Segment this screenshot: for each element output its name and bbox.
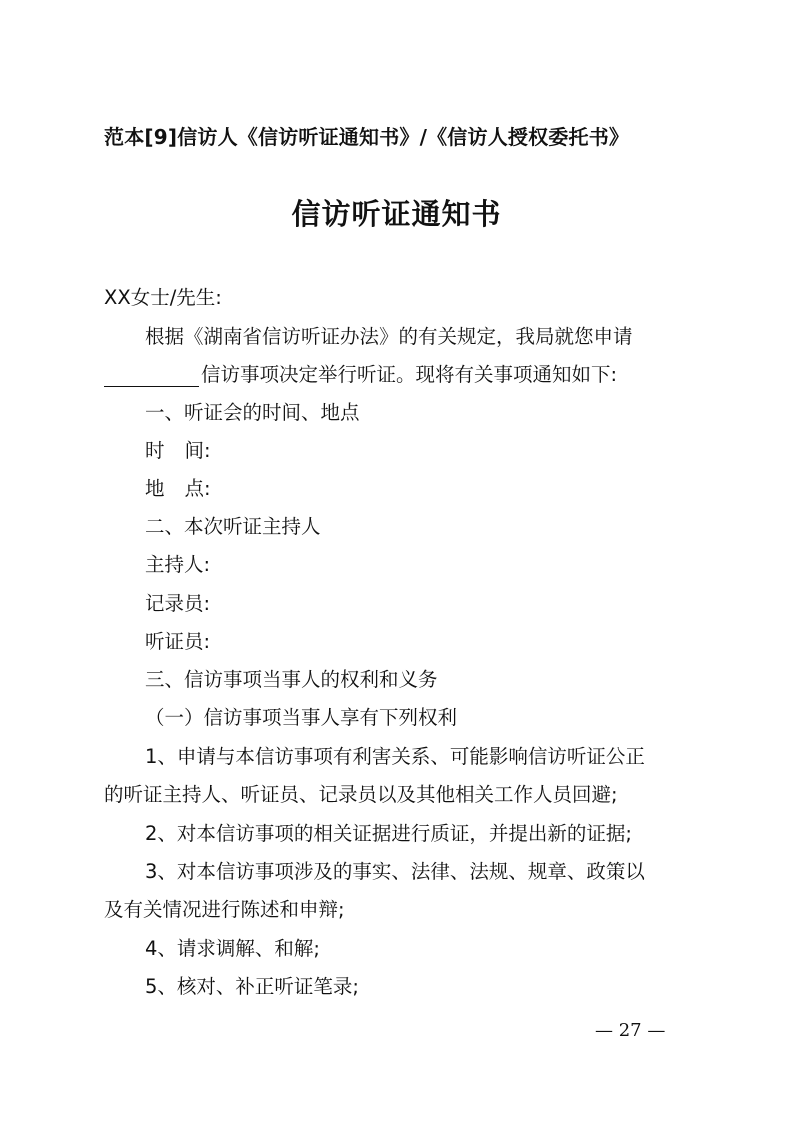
item-1-line-2: 的听证主持人、听证员、记录员以及其他相关工作人员回避; — [104, 783, 618, 806]
item-1-line-1: 1、申请与本信访事项有利害关系、可能影响信访听证公正 — [145, 745, 645, 768]
item-3-line-2: 及有关情况进行陈述和申辩; — [104, 898, 345, 921]
section-1-heading: 一、听证会的时间、地点 — [145, 401, 360, 424]
document-title: 信访听证通知书 — [291, 197, 502, 231]
time-label — [145, 439, 735, 463]
time-label-char-2: 间: — [184, 439, 211, 462]
host-label: 主持人: — [145, 553, 211, 576]
page-number: — 27 — — [595, 1020, 666, 1041]
section-3-heading: 三、信访事项当事人的权利和义务 — [145, 668, 438, 691]
place-label — [145, 477, 735, 501]
recorder-label: 记录员: — [145, 592, 211, 615]
place-label-char-2: 点: — [184, 477, 211, 500]
item-3-line-1: 3、对本信访事项涉及的事实、法律、法规、规章、政策以 — [145, 860, 645, 883]
paragraph-1-line-2 — [104, 363, 694, 387]
paragraph-1-line-1: 根据《湖南省信访听证办法》的有关规定，我局就您申请 — [145, 325, 633, 348]
section-2-heading: 二、本次听证主持人 — [145, 515, 321, 538]
hearer-label: 听证员: — [145, 630, 211, 653]
salutation: XX女士/先生: — [104, 286, 222, 309]
item-5: 5、核对、补正听证笔录; — [145, 975, 359, 998]
paragraph-1-line-2-text: 信访事项决定举行听证。现将有关事项通知如下: — [201, 363, 618, 386]
subsection-1-heading: （一）信访事项当事人享有下列权利 — [145, 706, 458, 729]
place-label-char-1: 地 — [145, 477, 165, 500]
item-4: 4、请求调解、和解; — [145, 937, 320, 960]
blank-fill-line — [104, 366, 199, 387]
template-header: 范本[9]信访人《信访听证通知书》/《信访人授权委托书》 — [104, 125, 630, 149]
item-2: 2、对本信访事项的相关证据进行质证，并提出新的证据; — [145, 822, 632, 845]
time-label-char-1: 时 — [145, 439, 165, 462]
